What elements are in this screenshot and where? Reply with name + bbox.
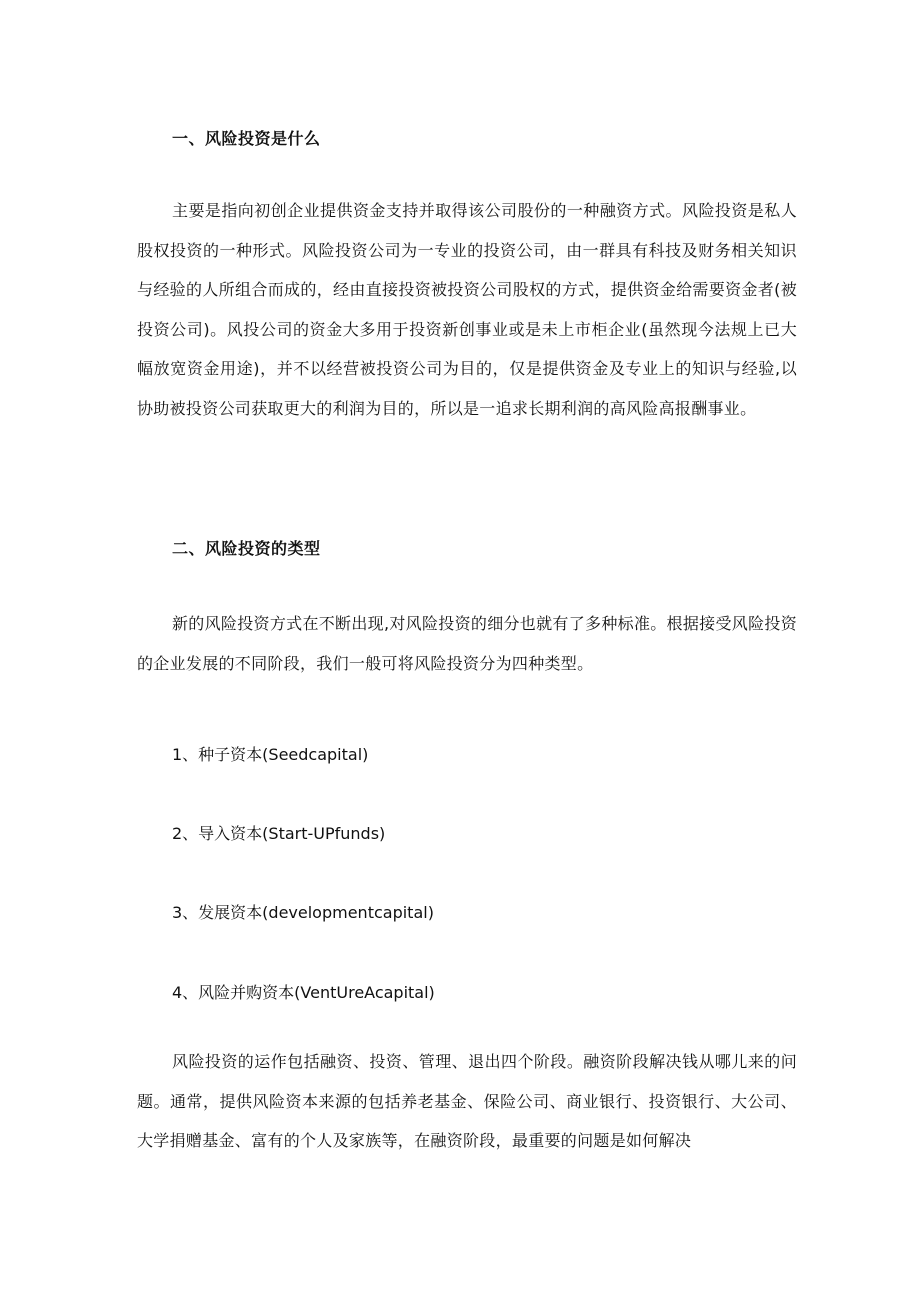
paragraph-vc-operation-stages: 风险投资的运作包括融资、投资、管理、退出四个阶段。融资阶段解决钱从哪儿来的问题。通常，提供风险资本来源的包括养老基金、保险公司、商业银行、投资银行、大公司、大学捐赠基金、富有的个人及家族等，在融资阶段，最重要的问题是如何解决 bbox=[137, 1052, 797, 1150]
section-heading-vc-types: 二、风险投资的类型 bbox=[172, 539, 321, 558]
list-item-development-capital: 3、发展资本(developmentcapital) bbox=[172, 903, 434, 922]
list-item-startup-funds: 2、导入资本(Start-UPfunds) bbox=[172, 824, 386, 843]
paragraph-vc-definition: 主要是指向初创企业提供资金支持并取得该公司股份的一种融资方式。风险投资是私人股权投资的一种形式。风险投资公司为一专业的投资公司，由一群具有科技及财务相关知识与经验的人所组合而成的，经由直接投资被投资公司股权的方式，提供资金给需要资金者(被投资公司)。风投公司的资金大多用于投资新创事业或是未上市柜企业(虽然现今法规上已大幅放宽资金用途)，并不以经营被投资公司为目的，仅是提供资金及专业上的知识与经验,以协助被投资公司获取更大的利润为目的，所以是一追求长期利润的高风险高报酬事业。 bbox=[137, 201, 797, 418]
paragraph-vc-types-intro: 新的风险投资方式在不断出现,对风险投资的细分也就有了多种标准。根据接受风险投资的企业发展的不同阶段，我们一般可将风险投资分为四种类型。 bbox=[137, 614, 797, 673]
section-heading-what-is-vc: 一、风险投资是什么 bbox=[172, 129, 321, 148]
list-item-seed-capital: 1、种子资本(Seedcapital) bbox=[172, 745, 369, 764]
list-item-acquisition-capital: 4、风险并购资本(VentUreAcapital) bbox=[172, 983, 435, 1002]
